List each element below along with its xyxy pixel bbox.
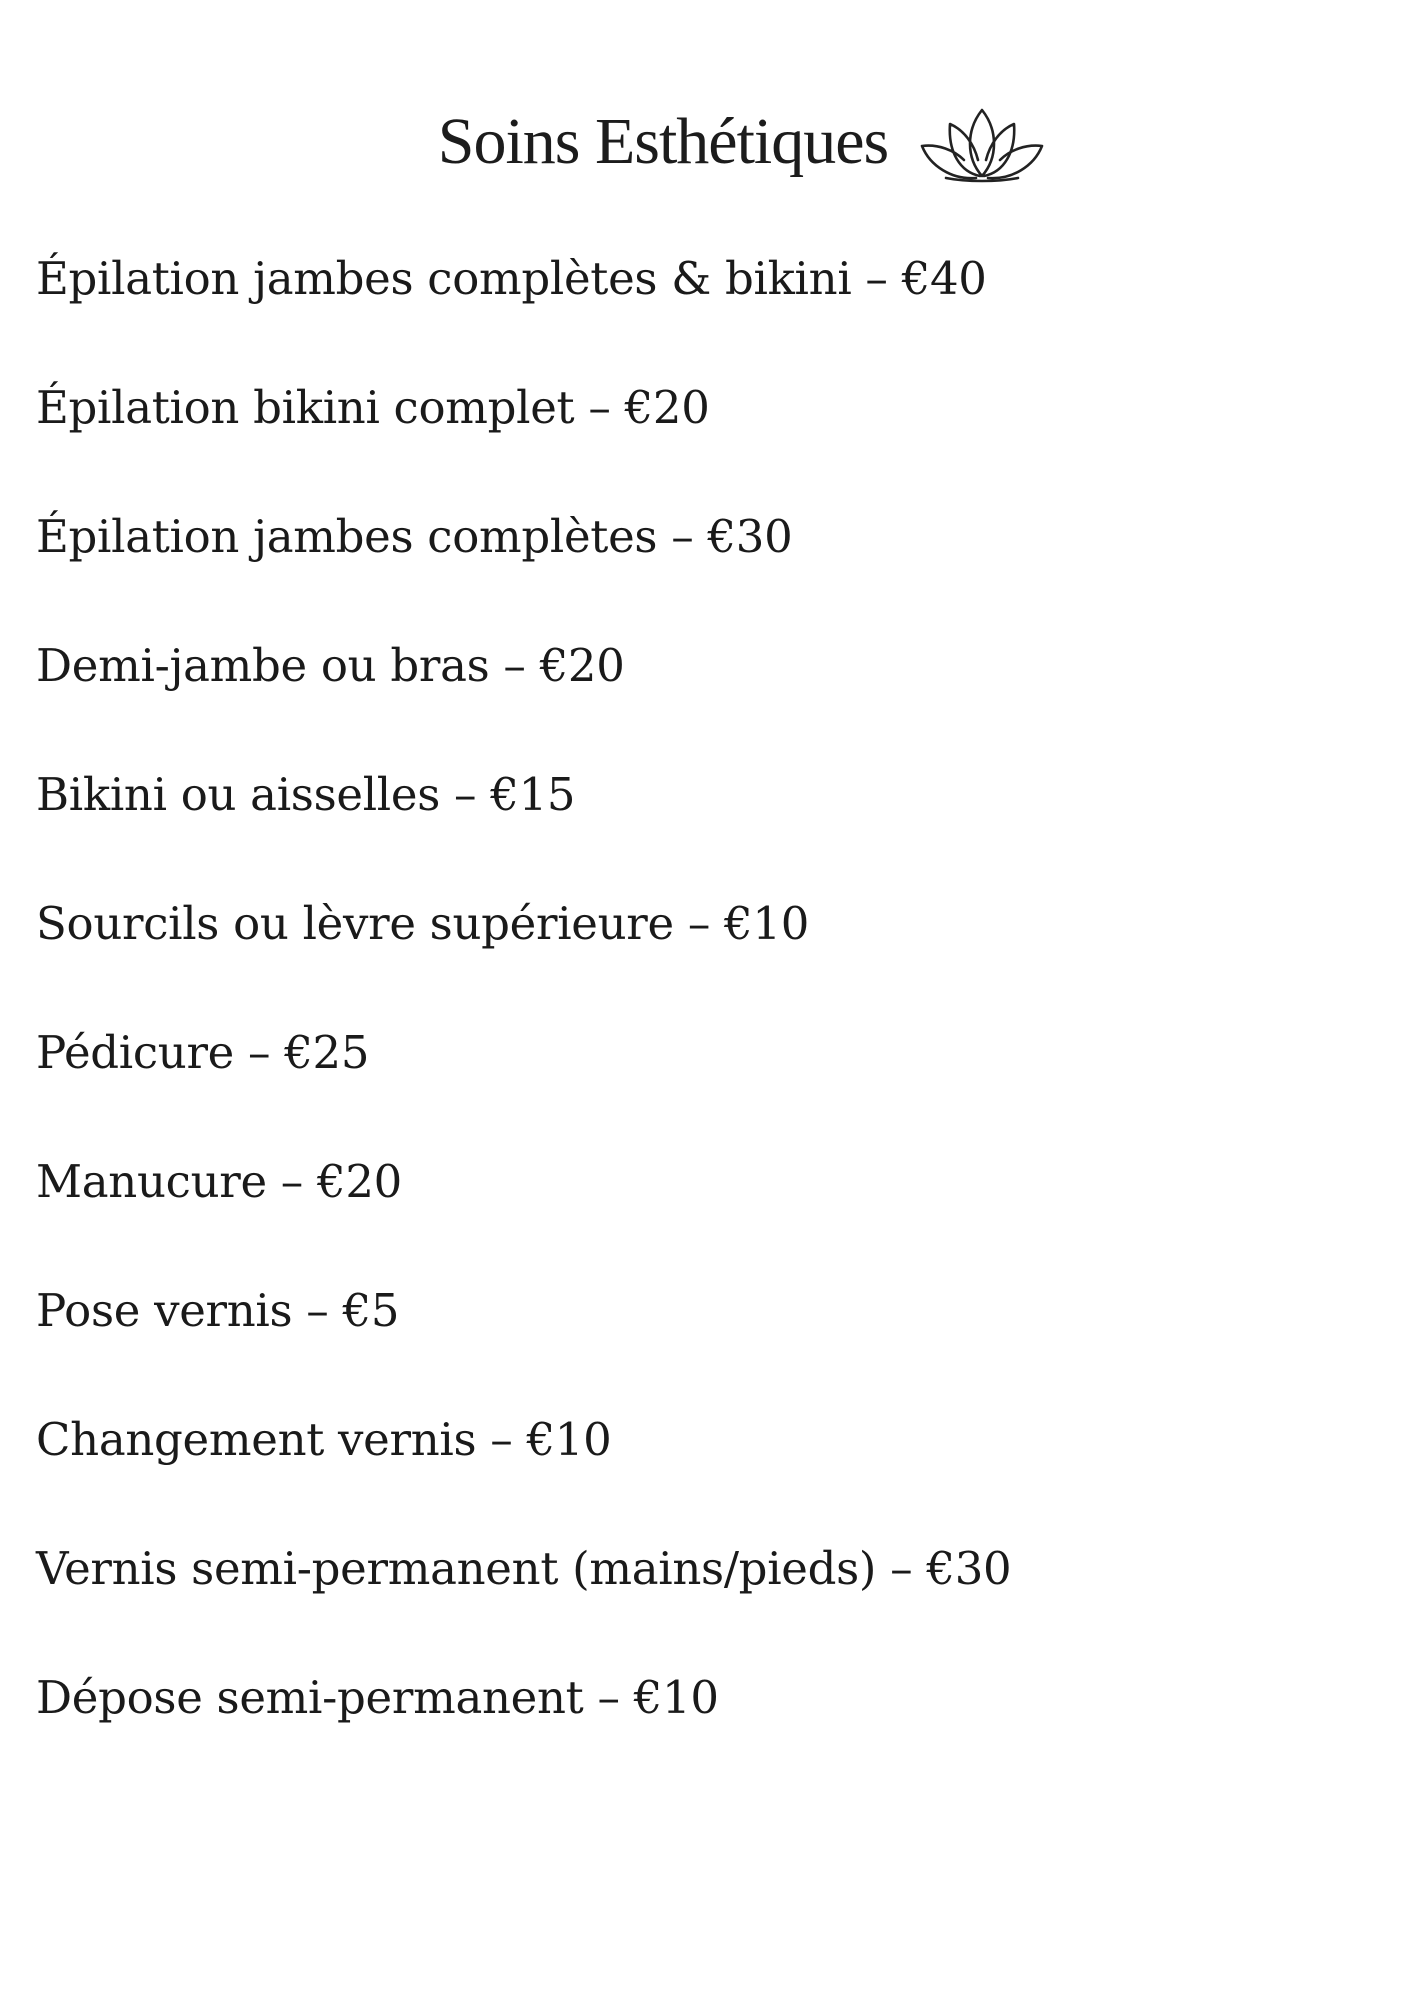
service-item: Épilation jambes complètes & bikini – €40 <box>36 252 987 305</box>
service-item: Épilation jambes complètes – €30 <box>36 510 793 563</box>
service-item: Manucure – €20 <box>36 1155 402 1208</box>
header <box>0 92 1414 192</box>
service-item: Épilation bikini complet – €20 <box>36 381 710 434</box>
page-title: Soins Esthétiques <box>437 105 889 178</box>
title-wrap <box>438 100 1049 184</box>
service-item: Dépose semi-permanent – €10 <box>36 1671 719 1724</box>
service-item: Changement vernis – €10 <box>36 1413 612 1466</box>
service-item: Pédicure – €25 <box>36 1026 370 1079</box>
service-item: Bikini ou aisselles – €15 <box>36 768 576 821</box>
service-item: Sourcils ou lèvre supérieure – €10 <box>36 897 810 950</box>
service-item: Vernis semi-permanent (mains/pieds) – €30 <box>36 1542 1012 1595</box>
service-item: Demi-jambe ou bras – €20 <box>36 639 625 692</box>
service-item: Pose vernis – €5 <box>36 1284 400 1337</box>
lotus-icon <box>916 100 1048 184</box>
services-list <box>36 252 1012 1804</box>
